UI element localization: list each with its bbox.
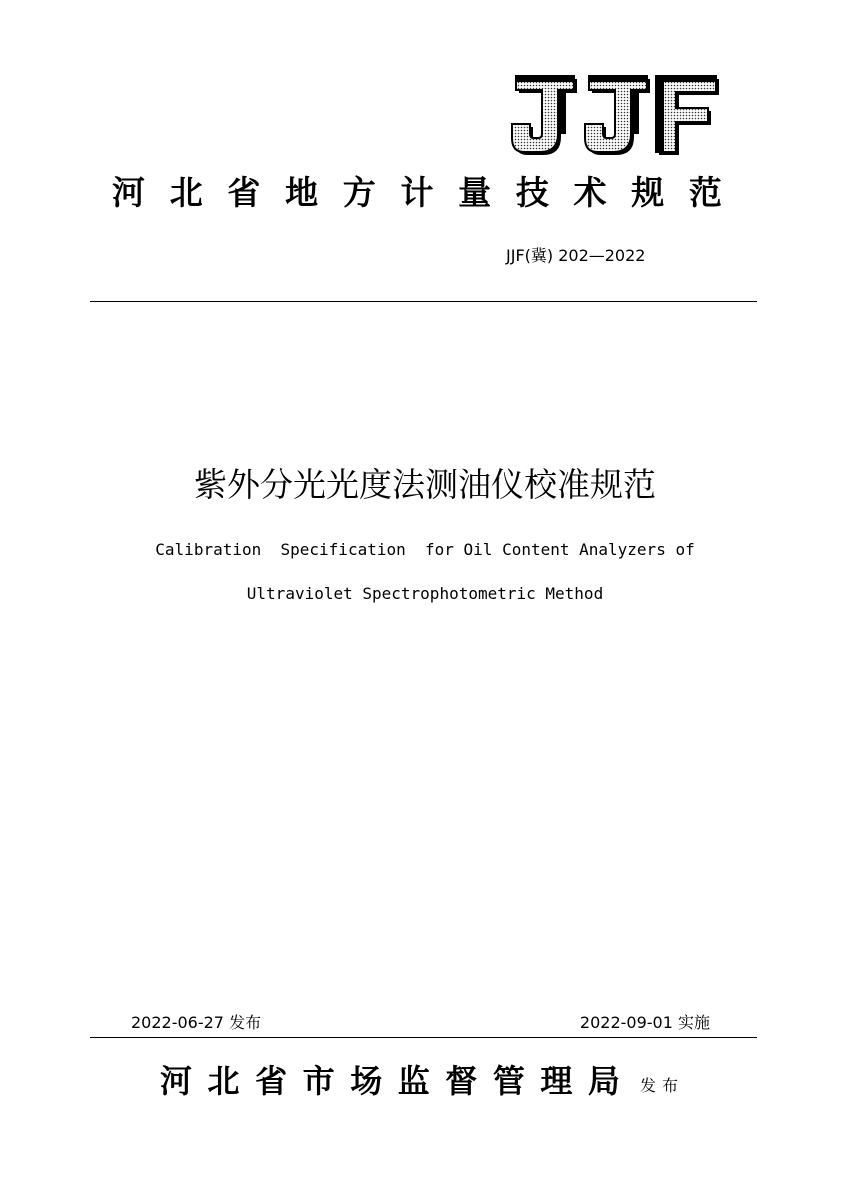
header-title-char: 北 (169, 173, 203, 212)
publisher-name (160, 1058, 620, 1104)
publisher-char: 局 (587, 1062, 620, 1100)
header-title-char: 规 (631, 173, 665, 212)
publisher-char: 省 (255, 1062, 288, 1100)
header-title-char: 河 (112, 173, 145, 212)
document-title-cn: 紫外分光光度法测油仪校准规范 (194, 465, 656, 504)
document-title-en-line2: Ultraviolet Spectrophotometric Method (246, 584, 604, 603)
publish-suffix: 发布 (640, 1076, 685, 1095)
header-title-char: 省 (227, 173, 261, 212)
publisher-char: 场 (350, 1062, 383, 1100)
publisher-char: 理 (540, 1062, 573, 1100)
standard-category-title (112, 170, 722, 216)
publisher-char: 管 (492, 1062, 525, 1100)
header-title-char: 术 (573, 173, 607, 212)
header-title-char: 量 (458, 173, 492, 212)
header-title-char: 地 (285, 173, 319, 212)
footer-divider (90, 1037, 757, 1038)
header-title-char: 方 (342, 173, 376, 212)
publisher-char: 河 (160, 1062, 193, 1100)
header-title-char: 计 (400, 173, 434, 212)
publisher-char: 北 (207, 1062, 240, 1100)
document-number: JJF(冀) 202—2022 (506, 246, 646, 265)
header-title-char: 范 (688, 173, 722, 212)
header-title-char: 技 (515, 173, 549, 212)
header-divider (90, 301, 757, 302)
publish-date: 2022-06-27 发布 (131, 1013, 262, 1032)
publisher-char: 市 (302, 1062, 335, 1100)
implement-date: 2022-09-01 实施 (579, 1013, 710, 1032)
publisher-char: 监 (397, 1062, 430, 1100)
document-title-en-line1: Calibration Specification for Oil Content Analyzers of (155, 540, 695, 559)
jjf-logo-icon (508, 72, 720, 158)
publisher-char: 督 (445, 1062, 478, 1100)
